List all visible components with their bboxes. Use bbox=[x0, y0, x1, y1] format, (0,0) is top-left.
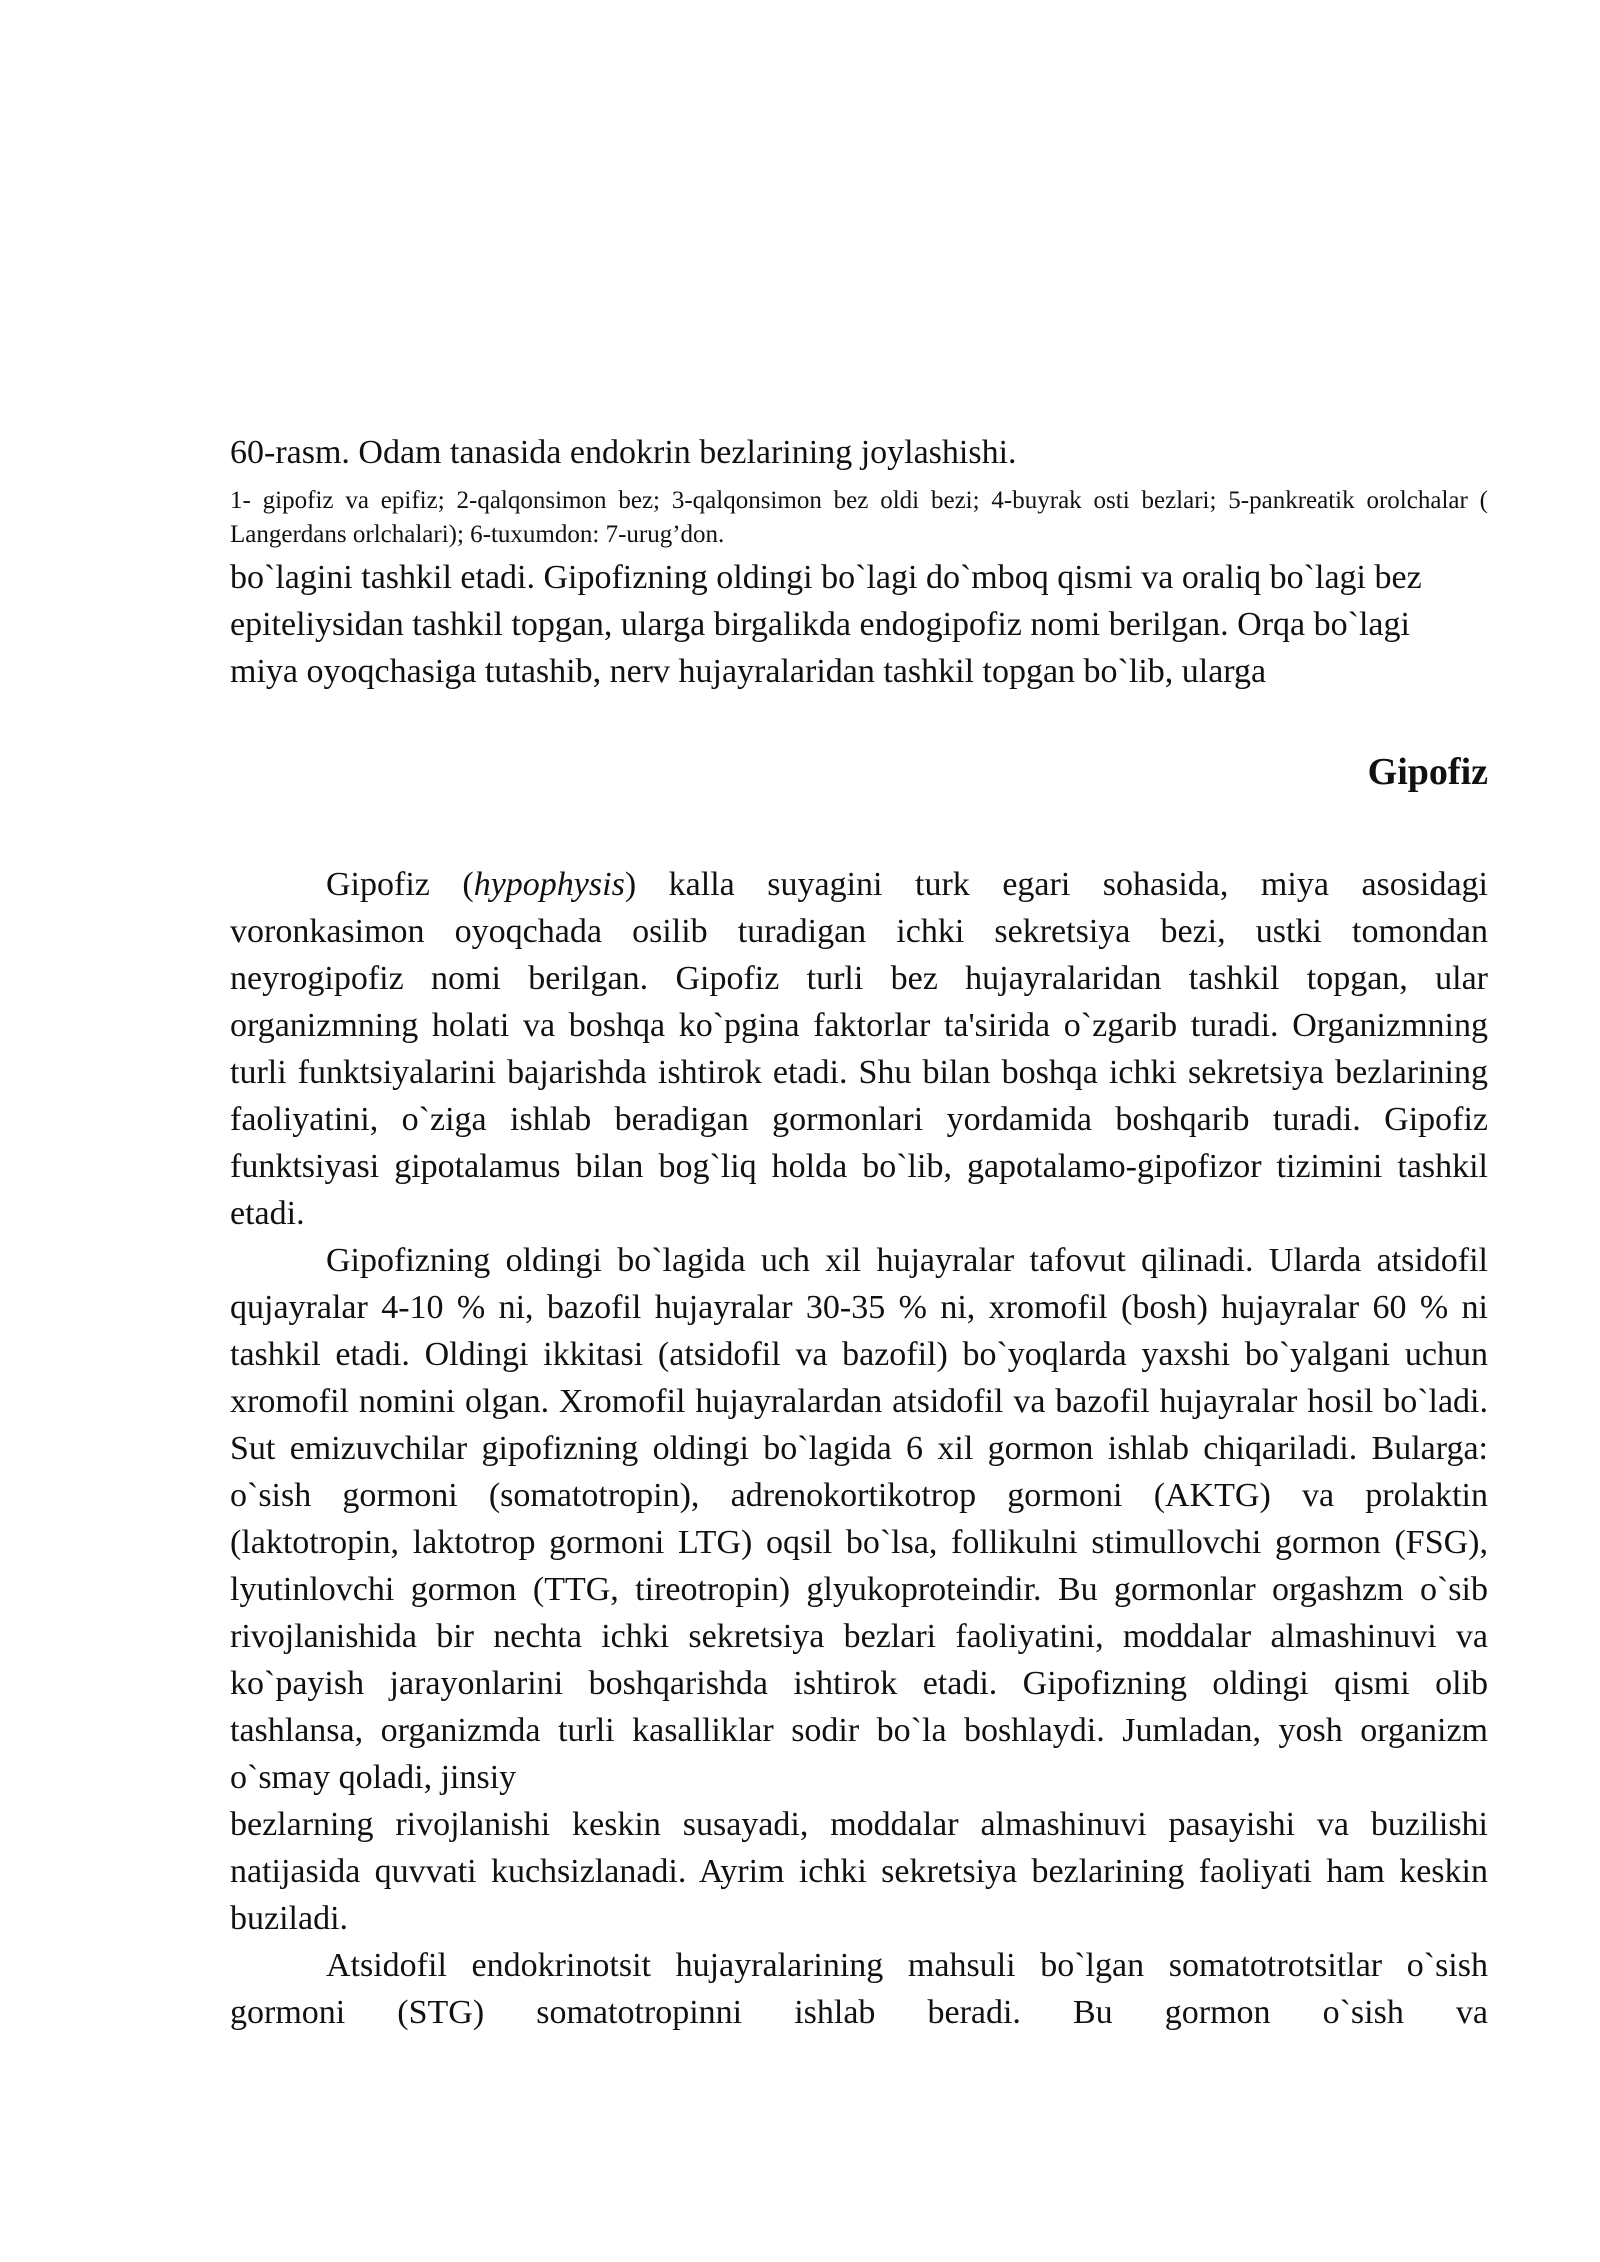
paragraph-4: Atsidofil endokrinotsit hujayralarining mahsuli bo`lgan somatotrotsitlar o`sish gormoni (STG) somatotropinni ishlab beradi. Bu gormon o`sish va bbox=[230, 1947, 1488, 2031]
figure-caption-title: 60-rasm. Odam tanasida endokrin bezlarining joylashishi. bbox=[230, 434, 1017, 471]
latin-term: hypophysis bbox=[473, 866, 625, 903]
paragraph-2: Gipofizning oldingi bo`lagida uch xil hujayralar tafovut qilinadi. Ularda atsidofil qujayralar 4-10 % ni, bazofil hujayralar 30-35 % ni, xromofil (bosh) hujayralar 60 % ni tashkil etadi. Oldingi ikkitasi (atsidofil va bazofil) bo`yoqlarda yaxshi bo`yalgani uchun xromofil nomini olgan. Xromofil hujayralardan atsidofil va bazofil hujayralar hosil bo`ladi. Sut emizuvchilar gipofizning oldingi bo`lagida 6 xil gormon ishlab chiqariladi. Bularga: o`sish gormoni (somatotropin), adrenokortikotrop gormoni (AKTG) va prolaktin (laktotropin, laktotrop gormoni LTG) oqsil bo`lsa, follikulni stimullovchi gormon (FSG), lyutinlovchi gormon (TTG, tireotropin) glyukoproteindir. Bu gormonlar orgashzm o`sib rivojlanishida bir nechta ichki sekretsiya bezlari faoliyatini, moddalar almashinuvi va ko`payish jarayonlarini boshqarishda ishtirok etadi. Gipofizning oldingi qismi olib tashlansa, organizmda turli kasalliklar sodir bo`la boshlaydi. Jumladan, yosh organizm o`smay qoladi, jinsiy bbox=[230, 1242, 1488, 1796]
continued-text-fragment: bo`lagini tashkil etadi. Gipofizning oldingi bo`lagi do`mboq qismi va oraliq bo`lagi bez epiteliysidan tashkil topgan, ularga birgalikda endogipofiz nomi berilgan. Orqa bo`lagi miya oyoqchasiga tutashib, nerv hujayralaridan tashkil topgan bo`lib, ularga bbox=[230, 559, 1422, 690]
paragraph-1 bbox=[230, 861, 1488, 1237]
document-page bbox=[230, 430, 1488, 2036]
paragraph-3: bezlarning rivojlanishi keskin susayadi, moddalar almashinuvi pasayishi va buzilishi natijasida quvvati kuchsizlanadi. Ayrim ichki sekretsiya bezlarining faoliyati ham keskin buziladi. bbox=[230, 1806, 1488, 1937]
paragraph-1-start: Gipofiz ( bbox=[326, 866, 474, 903]
section-body bbox=[230, 861, 1488, 2036]
paragraph-1-rest: ) kalla suyagini turk egari sohasida, miya asosidagi voronkasimon oyoqchada osilib turadigan ichki sekretsiya bezi, ustki tomondan neyrogipofiz nomi berilgan. Gipofiz turli bez hujayralaridan tashkil topgan, ular organizmning holati va boshqa ko`pgina faktorlar ta'sirida o`zgarib turadi. Organizmning turli funktsiyalarini bajarishda ishtirok etadi. Shu bilan boshqa ichki sekretsiya bezlarining faoliyatini, o`ziga ishlab beradigan gormonlari yordamida boshqarib turadi. Gipofiz funktsiyasi gipotalamus bilan bog`liq holda bo`lib, gapotalamo-gipofizor tizimini tashkil etadi. bbox=[230, 866, 1488, 1232]
section-heading: Gipofiz bbox=[1367, 751, 1488, 793]
figure-caption-legend: 1- gipofiz va epifiz; 2-qalqonsimon bez; 3-qalqonsimon bez oldi bezi; 4-buyrak osti bezlari; 5-pankreatik orolchalar ( Langerdans orlchalari); 6-tuxumdon: 7-urug’don. bbox=[230, 487, 1488, 548]
